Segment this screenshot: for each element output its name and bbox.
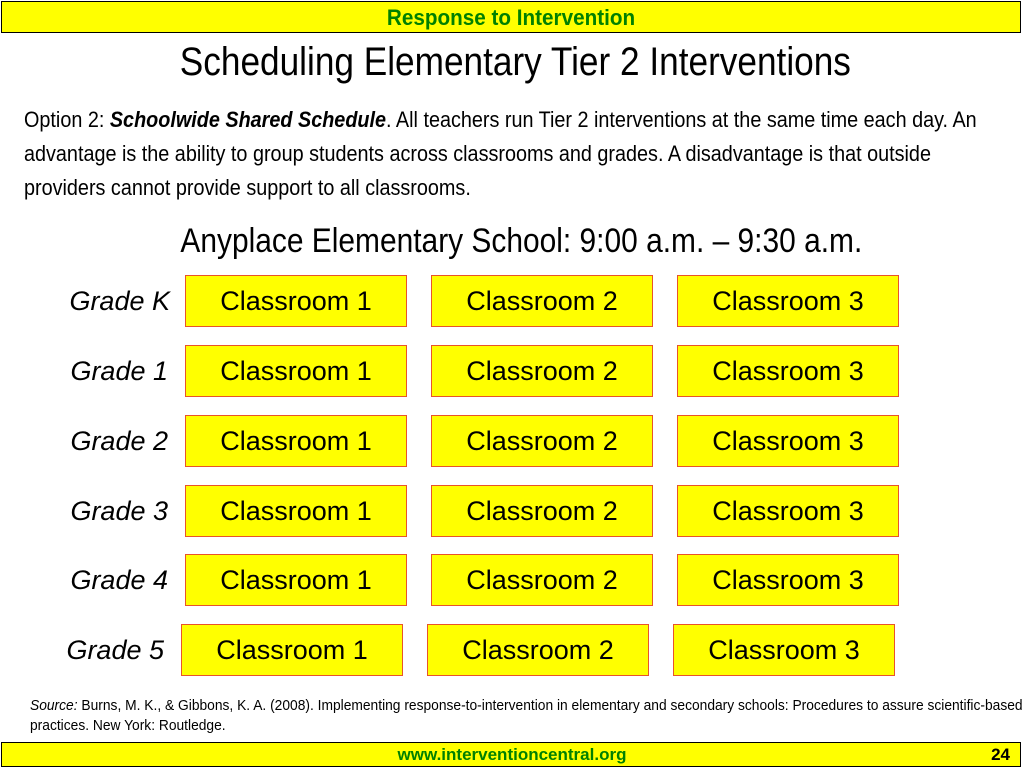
grade-row (0, 345, 1024, 401)
source-citation (30, 696, 1024, 736)
classroom-box-3: Classroom 3 (677, 275, 899, 327)
grade-row (0, 624, 1024, 680)
grade-label: Grade 5 (66, 635, 164, 665)
option-name: Schoolwide Shared Schedule (109, 107, 387, 132)
page-number: 24 (991, 745, 1010, 764)
classroom-box-1: Classroom 1 (185, 554, 407, 606)
option-description (24, 103, 1014, 205)
grade-row (0, 485, 1024, 541)
grade-label: Grade K (69, 286, 170, 316)
grade-label: Grade 4 (70, 565, 168, 595)
source-label: Source: (30, 697, 78, 714)
grade-label: Grade 2 (70, 426, 168, 456)
classroom-box-2: Classroom 2 (427, 624, 649, 676)
classroom-box-2: Classroom 2 (431, 485, 653, 537)
slide-title: Scheduling Elementary Tier 2 Interventions (179, 40, 851, 84)
footer-bar (1, 742, 1021, 767)
classroom-box-1: Classroom 1 (185, 345, 407, 397)
grade-label: Grade 1 (70, 356, 168, 386)
classroom-box-3: Classroom 3 (677, 415, 899, 467)
schedule-title: Anyplace Elementary School: 9:00 a.m. – 9:30 a.m. (180, 222, 863, 260)
option-prefix: Option 2: (24, 107, 110, 132)
classroom-box-1: Classroom 1 (181, 624, 403, 676)
classroom-box-3: Classroom 3 (677, 554, 899, 606)
grade-row (0, 415, 1024, 471)
classroom-box-3: Classroom 3 (673, 624, 895, 676)
option-body: . All teachers run Tier 2 interventions at the same time each day. An advantage is the ability to group students across classrooms and grades. A disadvantage is that outside providers cannot provide support to all classrooms. (24, 107, 977, 200)
classroom-box-1: Classroom 1 (185, 485, 407, 537)
classroom-box-2: Classroom 2 (431, 554, 653, 606)
grade-row (0, 554, 1024, 610)
classroom-box-1: Classroom 1 (185, 415, 407, 467)
footer-url[interactable]: www.interventioncentral.org (397, 745, 627, 764)
classroom-box-2: Classroom 2 (431, 275, 653, 327)
grade-label: Grade 3 (70, 496, 168, 526)
classroom-box-1: Classroom 1 (185, 275, 407, 327)
classroom-box-2: Classroom 2 (431, 415, 653, 467)
classroom-box-3: Classroom 3 (677, 485, 899, 537)
source-text: Burns, M. K., & Gibbons, K. A. (2008). Implementing response-to-intervention in elementary and secondary schools: Procedures to assure scientific-based practices. New York: Routledge. (30, 697, 1023, 734)
header-bar (1, 1, 1021, 33)
grade-row (0, 275, 1024, 331)
classroom-box-3: Classroom 3 (677, 345, 899, 397)
header-title: Response to Intervention (386, 5, 636, 30)
classroom-box-2: Classroom 2 (431, 345, 653, 397)
